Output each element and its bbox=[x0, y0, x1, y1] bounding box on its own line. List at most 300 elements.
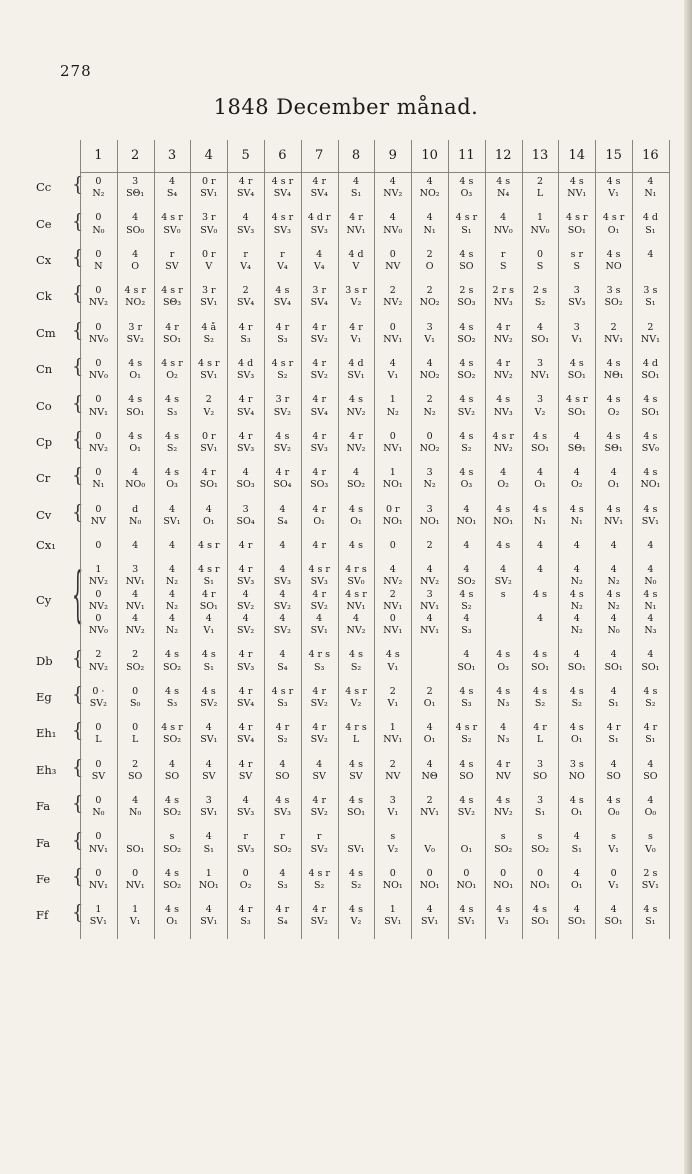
table-cell: 3 bbox=[536, 758, 544, 770]
table-cell: 0 bbox=[536, 248, 544, 260]
column-header-2: 2 bbox=[131, 148, 140, 163]
table-cell: SO₂ bbox=[162, 661, 182, 673]
station-label bbox=[30, 467, 70, 491]
table-cell: S₁ bbox=[203, 576, 214, 588]
table-cell: 3 s bbox=[643, 285, 658, 297]
table-cell: O₁ bbox=[534, 479, 546, 491]
table-cell: V₂ bbox=[534, 406, 546, 418]
table-cell: O₃ bbox=[460, 188, 473, 200]
table-cell: 0 bbox=[95, 285, 102, 297]
table-cell: 4 bbox=[647, 176, 654, 187]
table-cell: 4 r bbox=[312, 430, 326, 442]
table-cell: S bbox=[499, 261, 507, 272]
table-cell: SO₁ bbox=[641, 406, 660, 418]
table-cell: 4 bbox=[132, 212, 139, 224]
table-cell bbox=[485, 613, 522, 624]
table-cell: 4 s r bbox=[602, 212, 625, 224]
table-cell: 4 s bbox=[606, 248, 621, 260]
table-cell: 0 bbox=[95, 588, 102, 600]
table-cell: 1 bbox=[389, 467, 396, 479]
table-cell: O bbox=[131, 261, 140, 272]
brace-mark: { bbox=[72, 682, 84, 707]
table-cell: 4 bbox=[132, 613, 139, 624]
table-cell: 4 r bbox=[201, 588, 216, 600]
station-label bbox=[30, 394, 70, 418]
table-cell: N₃ bbox=[497, 698, 510, 709]
table-cell: V₄ bbox=[240, 261, 251, 272]
table-cell: SV bbox=[202, 770, 216, 782]
column-header-15: 15 bbox=[605, 148, 622, 163]
table-cell: 2 s bbox=[643, 867, 658, 879]
table-cell: SO₄ bbox=[273, 479, 292, 491]
table-cell: NΘ bbox=[421, 770, 438, 782]
station-label-text: Cr bbox=[36, 471, 51, 486]
table-cell: 4 s bbox=[349, 394, 363, 406]
table-cell bbox=[411, 649, 448, 660]
table-cell: O₁ bbox=[460, 843, 473, 855]
table-cell: 4 bbox=[279, 867, 286, 879]
table-cell: S₃ bbox=[277, 698, 288, 709]
table-cell: O₀ bbox=[607, 807, 620, 819]
table-cell: SV₂ bbox=[310, 333, 328, 345]
table-cell: 3 r bbox=[128, 321, 142, 333]
brace-mark: { bbox=[72, 391, 84, 415]
table-cell: 4 bbox=[610, 685, 617, 697]
station-label bbox=[30, 285, 70, 309]
table-cell: N₂ bbox=[165, 600, 179, 612]
table-cell: 0 bbox=[95, 467, 102, 479]
table-cell: 4 s bbox=[165, 685, 179, 697]
table-cell: 4 s r bbox=[161, 212, 183, 224]
table-cell: 0 bbox=[95, 722, 102, 734]
table-cell: NO₁ bbox=[493, 880, 514, 891]
station-label-text: Cv bbox=[36, 507, 52, 522]
table-cell: S₂ bbox=[461, 443, 472, 454]
table-cell: r bbox=[169, 248, 175, 260]
column-header-9: 9 bbox=[388, 148, 397, 163]
table-cell: NO₁ bbox=[419, 515, 440, 527]
table-cell: S₄ bbox=[277, 661, 288, 673]
table-cell: N₂ bbox=[92, 188, 105, 200]
table-cell: 4 r s bbox=[345, 722, 367, 734]
station-label bbox=[30, 176, 70, 200]
table-cell: NV bbox=[495, 770, 511, 782]
table-cell bbox=[117, 831, 154, 842]
table-cell: N₄ bbox=[497, 188, 510, 200]
table-cell: SO bbox=[532, 770, 548, 782]
table-cell: SV₂ bbox=[457, 807, 475, 819]
table-cell: S₀ bbox=[130, 698, 141, 709]
table-cell: 4 d bbox=[642, 212, 658, 224]
table-cell: 4 bbox=[573, 904, 580, 916]
table-cell: 4 bbox=[389, 176, 396, 187]
table-cell: 4 bbox=[426, 212, 433, 224]
table-cell: NV₁ bbox=[383, 625, 403, 637]
table-cell: 4 s bbox=[349, 867, 363, 879]
table-cell: 0 bbox=[242, 867, 249, 879]
brace-mark: { bbox=[72, 245, 84, 270]
table-cell: S₁ bbox=[571, 843, 582, 855]
table-cell: S bbox=[536, 261, 544, 272]
table-cell: 4 bbox=[279, 649, 286, 661]
table-cell: 4 bbox=[242, 588, 249, 600]
table-cell: 4 bbox=[536, 613, 544, 624]
table-cell: 4 bbox=[573, 467, 580, 479]
table-cell: 4 r bbox=[238, 540, 253, 551]
table-cell: 4 bbox=[168, 176, 176, 187]
table-cell: 4 s bbox=[643, 904, 658, 916]
table-cell: L bbox=[95, 734, 102, 746]
table-cell: 4 s bbox=[459, 685, 474, 697]
table-cell: 4 s bbox=[569, 795, 584, 806]
table-cell: NV₂ bbox=[493, 807, 513, 819]
table-cell: S₁ bbox=[350, 188, 362, 200]
table-cell: 4 s r bbox=[271, 212, 294, 224]
table-cell: 4 bbox=[168, 758, 176, 770]
table-cell: 4 s bbox=[533, 685, 547, 697]
table-cell: 4 bbox=[647, 613, 654, 624]
table-cell: NV₂ bbox=[383, 576, 403, 588]
station-label bbox=[30, 212, 70, 236]
page-title: 1848 December månad. bbox=[213, 95, 479, 119]
station-label bbox=[30, 564, 70, 637]
table-cell: 4 r bbox=[496, 758, 510, 770]
station-label-text: Eg bbox=[36, 689, 52, 704]
table-cell: NV₁ bbox=[346, 224, 366, 236]
table-cell: 4 bbox=[463, 540, 470, 551]
table-cell: NV₁ bbox=[383, 333, 403, 345]
table-cell: O₁ bbox=[423, 698, 436, 709]
brace-mark: { bbox=[72, 791, 84, 816]
table-cell: SO₂ bbox=[162, 880, 182, 891]
table-cell: r bbox=[280, 831, 285, 843]
table-cell: S₄ bbox=[277, 515, 288, 527]
table-cell: 4 r bbox=[238, 321, 253, 333]
table-cell: S₂ bbox=[203, 333, 214, 345]
table-cell: 0 r bbox=[201, 176, 216, 187]
table-cell: SV₃ bbox=[310, 576, 328, 588]
table-cell: NV bbox=[385, 770, 401, 782]
table-cell: 4 s bbox=[349, 758, 363, 770]
table-cell: SV₂ bbox=[310, 370, 328, 382]
table-cell: 4 bbox=[426, 176, 433, 187]
table-cell: O₃ bbox=[460, 479, 473, 491]
table-cell: 4 bbox=[242, 795, 249, 806]
station-label-text: Cc bbox=[36, 180, 52, 195]
table-cell: V bbox=[352, 261, 360, 272]
table-cell: 0 bbox=[95, 358, 102, 369]
table-cell: 4 s bbox=[643, 588, 658, 600]
column-rule bbox=[522, 140, 523, 939]
column-rule bbox=[264, 140, 265, 939]
table-cell: 4 bbox=[205, 758, 212, 770]
table-cell: V₁ bbox=[129, 916, 141, 928]
table-cell: 4 bbox=[500, 467, 507, 479]
table-cell: 4 bbox=[242, 613, 249, 624]
table-cell: 4 bbox=[205, 904, 212, 916]
table-cell: SV₄ bbox=[273, 297, 291, 309]
table-cell: 4 s bbox=[128, 358, 143, 369]
table-cell: 4 bbox=[573, 430, 580, 442]
table-cell: 4 s bbox=[459, 467, 474, 479]
table-cell: 4 s bbox=[569, 358, 584, 369]
table-cell: 4 r bbox=[312, 904, 326, 916]
table-cell: SV₁ bbox=[200, 807, 218, 819]
table-cell: 4 r bbox=[643, 722, 658, 734]
table-cell: O₃ bbox=[166, 479, 178, 491]
table-cell: 0 bbox=[389, 540, 396, 551]
station-label bbox=[30, 358, 70, 382]
table-cell: 4 bbox=[536, 564, 544, 576]
table-cell: 0 bbox=[610, 867, 617, 879]
table-cell: N₀ bbox=[92, 807, 105, 819]
brace-mark: { bbox=[72, 354, 84, 379]
table-cell: NV₂ bbox=[88, 576, 108, 588]
table-cell: 4 r bbox=[238, 394, 253, 406]
table-cell: 0 bbox=[132, 722, 139, 734]
table-cell: 2 bbox=[426, 795, 433, 806]
table-cell: 4 s bbox=[643, 685, 658, 697]
table-cell: S₂ bbox=[350, 880, 362, 891]
table-cell: V₁ bbox=[387, 661, 399, 673]
table-cell: 4 r bbox=[201, 467, 216, 479]
weather-ledger-table bbox=[30, 140, 670, 939]
table-cell: S₂ bbox=[571, 698, 582, 709]
table-cell: NO₂ bbox=[125, 297, 146, 309]
table-cell: 0 bbox=[132, 867, 139, 879]
table-cell: 4 s bbox=[496, 394, 511, 406]
table-cell: SO bbox=[643, 770, 658, 782]
table-cell: NO bbox=[568, 770, 585, 782]
table-cell: S₃ bbox=[314, 661, 325, 673]
table-cell: 0 r bbox=[201, 430, 216, 442]
table-cell: V₀ bbox=[645, 843, 656, 855]
table-cell: NO₁ bbox=[382, 479, 403, 491]
table-cell: SO bbox=[275, 770, 290, 782]
table-cell: 4 bbox=[426, 758, 433, 770]
table-cell: 4 r bbox=[349, 321, 363, 333]
table-cell: s bbox=[537, 831, 543, 843]
table-cell: SO₂ bbox=[530, 843, 550, 855]
table-cell: O₁ bbox=[202, 515, 215, 527]
table-cell: 4 s r bbox=[271, 685, 294, 697]
table-cell: S₃ bbox=[166, 698, 178, 709]
table-cell: 4 s bbox=[496, 176, 511, 187]
column-rule bbox=[411, 140, 412, 939]
station-label bbox=[30, 686, 70, 710]
table-cell: 4 s bbox=[459, 795, 474, 806]
table-cell: 2 bbox=[389, 285, 396, 297]
table-cell: S₂ bbox=[277, 734, 288, 746]
column-header-16: 16 bbox=[642, 148, 659, 163]
table-cell: SO₁ bbox=[457, 661, 476, 673]
table-cell: SV₃ bbox=[310, 443, 328, 454]
station-label-text: Fa bbox=[36, 835, 51, 850]
table-cell: 4 s bbox=[275, 795, 290, 806]
table-cell: 4 s bbox=[606, 430, 621, 442]
column-header-14: 14 bbox=[568, 148, 586, 163]
station-label-text: Db bbox=[36, 653, 53, 668]
table-cell: 4 s bbox=[275, 285, 290, 297]
table-cell: SV₃ bbox=[236, 807, 255, 819]
table-cell: NV₀ bbox=[88, 333, 108, 345]
table-cell: NO₁ bbox=[530, 880, 550, 891]
table-cell: SO₂ bbox=[604, 297, 623, 309]
table-cell: 4 s bbox=[165, 430, 179, 442]
table-cell: SV₁ bbox=[200, 916, 218, 928]
table-cell: SV₁ bbox=[200, 188, 218, 200]
column-rule bbox=[301, 140, 302, 939]
table-cell: O₂ bbox=[497, 479, 509, 491]
table-cell: 4 s bbox=[533, 904, 547, 916]
table-cell: SV₄ bbox=[236, 734, 255, 746]
table-cell: 4 s bbox=[459, 248, 474, 260]
table-cell: 4 bbox=[205, 722, 212, 734]
table-cell: SV₄ bbox=[310, 188, 328, 200]
table-cell: 4 bbox=[610, 904, 617, 916]
brace-mark: { bbox=[72, 864, 84, 889]
table-cell: 4 bbox=[426, 358, 433, 369]
table-cell bbox=[485, 625, 522, 636]
station-label bbox=[30, 504, 70, 528]
table-cell: NV₁ bbox=[420, 807, 440, 819]
table-cell: 4 bbox=[426, 564, 433, 576]
table-cell: 2 bbox=[389, 685, 396, 697]
column-rule bbox=[485, 140, 486, 939]
table-cell: 4 s bbox=[165, 394, 179, 406]
table-cell: 3 bbox=[205, 795, 212, 806]
table-cell: 4 bbox=[426, 613, 433, 624]
table-cell: NV₀ bbox=[383, 224, 403, 236]
table-cell: 1 bbox=[95, 904, 102, 916]
table-cell: 4 s bbox=[569, 176, 584, 187]
table-cell: SV₁ bbox=[163, 515, 181, 527]
station-label-text: Fe bbox=[36, 871, 51, 886]
table-cell: SO₁ bbox=[126, 406, 145, 418]
table-cell: SV₁ bbox=[200, 297, 218, 309]
table-cell: 2 bbox=[132, 758, 139, 770]
brace-mark: { bbox=[72, 755, 84, 779]
table-cell: NO₂ bbox=[419, 297, 440, 309]
table-cell: r bbox=[243, 248, 248, 260]
table-cell: 4 s bbox=[533, 430, 547, 442]
table-cell: 4 bbox=[279, 564, 286, 576]
table-cell: 4 s bbox=[606, 795, 621, 806]
table-cell: 3 bbox=[132, 176, 139, 187]
table-cell: 0 bbox=[95, 795, 102, 806]
table-cell: 4 s bbox=[606, 503, 621, 515]
brace-mark: { bbox=[72, 560, 84, 631]
table-cell: SO bbox=[459, 261, 474, 272]
table-cell: SV bbox=[238, 770, 253, 782]
table-cell: S₁ bbox=[608, 734, 619, 746]
table-cell: N₁ bbox=[644, 188, 657, 200]
table-cell: r bbox=[280, 248, 285, 260]
table-cell: NV₁ bbox=[383, 734, 403, 746]
table-cell: SΘ₁ bbox=[567, 443, 586, 454]
table-cell: 3 r bbox=[201, 285, 216, 297]
table-cell: 4 r bbox=[496, 358, 510, 369]
table-cell: 4 s bbox=[165, 795, 179, 806]
station-label bbox=[30, 722, 70, 746]
table-cell: 1 bbox=[389, 394, 396, 406]
table-cell: SV₂ bbox=[89, 698, 107, 709]
station-label-text: Cm bbox=[36, 325, 56, 340]
table-cell: SV₁ bbox=[641, 880, 659, 891]
table-cell: 4 r bbox=[238, 904, 253, 916]
brace-mark: { bbox=[72, 500, 84, 524]
table-cell: SV₂ bbox=[457, 406, 475, 418]
brace-mark: { bbox=[72, 318, 84, 342]
table-cell: 4 bbox=[463, 613, 470, 624]
table-cell: 2 bbox=[426, 248, 433, 260]
column-rule bbox=[117, 140, 118, 939]
table-cell bbox=[448, 831, 485, 842]
column-header-6: 6 bbox=[278, 148, 287, 163]
brace-mark: { bbox=[72, 427, 84, 452]
table-cell: 4 r bbox=[165, 321, 179, 333]
column-rule bbox=[448, 140, 449, 939]
table-cell: S₃ bbox=[240, 333, 251, 345]
table-cell: 4 s bbox=[643, 430, 658, 442]
table-cell: 4 d bbox=[642, 358, 658, 369]
table-cell: NO₁ bbox=[382, 515, 403, 527]
table-cell: V₁ bbox=[608, 843, 619, 855]
table-cell: 3 bbox=[536, 394, 544, 406]
table-cell: SV₃ bbox=[236, 661, 255, 673]
table-cell: 4 r bbox=[238, 430, 253, 442]
station-label bbox=[30, 431, 70, 455]
table-cell: 4 s bbox=[569, 588, 584, 600]
column-header-13: 13 bbox=[531, 148, 549, 163]
table-cell: 4 bbox=[647, 564, 654, 576]
table-cell: S₁ bbox=[461, 224, 472, 236]
table-cell: s bbox=[390, 831, 396, 843]
table-cell: S₄ bbox=[277, 916, 288, 928]
table-cell: 4 bbox=[279, 588, 286, 600]
table-cell: 4 bbox=[279, 613, 286, 624]
page-number: 278 bbox=[60, 62, 92, 80]
table-cell: 3 bbox=[536, 358, 544, 369]
table-cell: NV₂ bbox=[493, 333, 513, 345]
table-cell: 4 s r bbox=[308, 867, 330, 879]
station-label-text: Cx bbox=[36, 252, 52, 267]
table-cell bbox=[522, 625, 559, 636]
table-cell: NO₁ bbox=[198, 880, 219, 891]
table-cell: 4 s bbox=[349, 649, 363, 661]
table-cell: N₃ bbox=[497, 734, 510, 746]
table-cell: SV₄ bbox=[310, 406, 328, 418]
table-cell: SV₂ bbox=[236, 600, 255, 612]
column-header-12: 12 bbox=[494, 148, 512, 163]
table-cell: NV₁ bbox=[640, 333, 660, 345]
table-cell: 4 bbox=[168, 564, 176, 576]
table-cell: 4 s bbox=[349, 795, 363, 806]
station-label-text: Ck bbox=[36, 289, 52, 304]
table-cell: NV₁ bbox=[88, 843, 108, 855]
table-cell: SV₃ bbox=[236, 576, 255, 588]
table-cell: SO₁ bbox=[567, 406, 586, 418]
table-cell: SV₂ bbox=[310, 807, 328, 819]
station-label-text: Co bbox=[36, 398, 52, 413]
table-cell: 4 s bbox=[275, 430, 290, 442]
table-cell: 4 bbox=[279, 758, 286, 770]
table-cell: S₃ bbox=[277, 880, 288, 891]
table-cell: 0 bbox=[426, 867, 433, 879]
table-cell: 4 bbox=[316, 248, 323, 260]
table-cell: 4 bbox=[573, 540, 580, 551]
table-cell: SO₁ bbox=[199, 479, 218, 491]
